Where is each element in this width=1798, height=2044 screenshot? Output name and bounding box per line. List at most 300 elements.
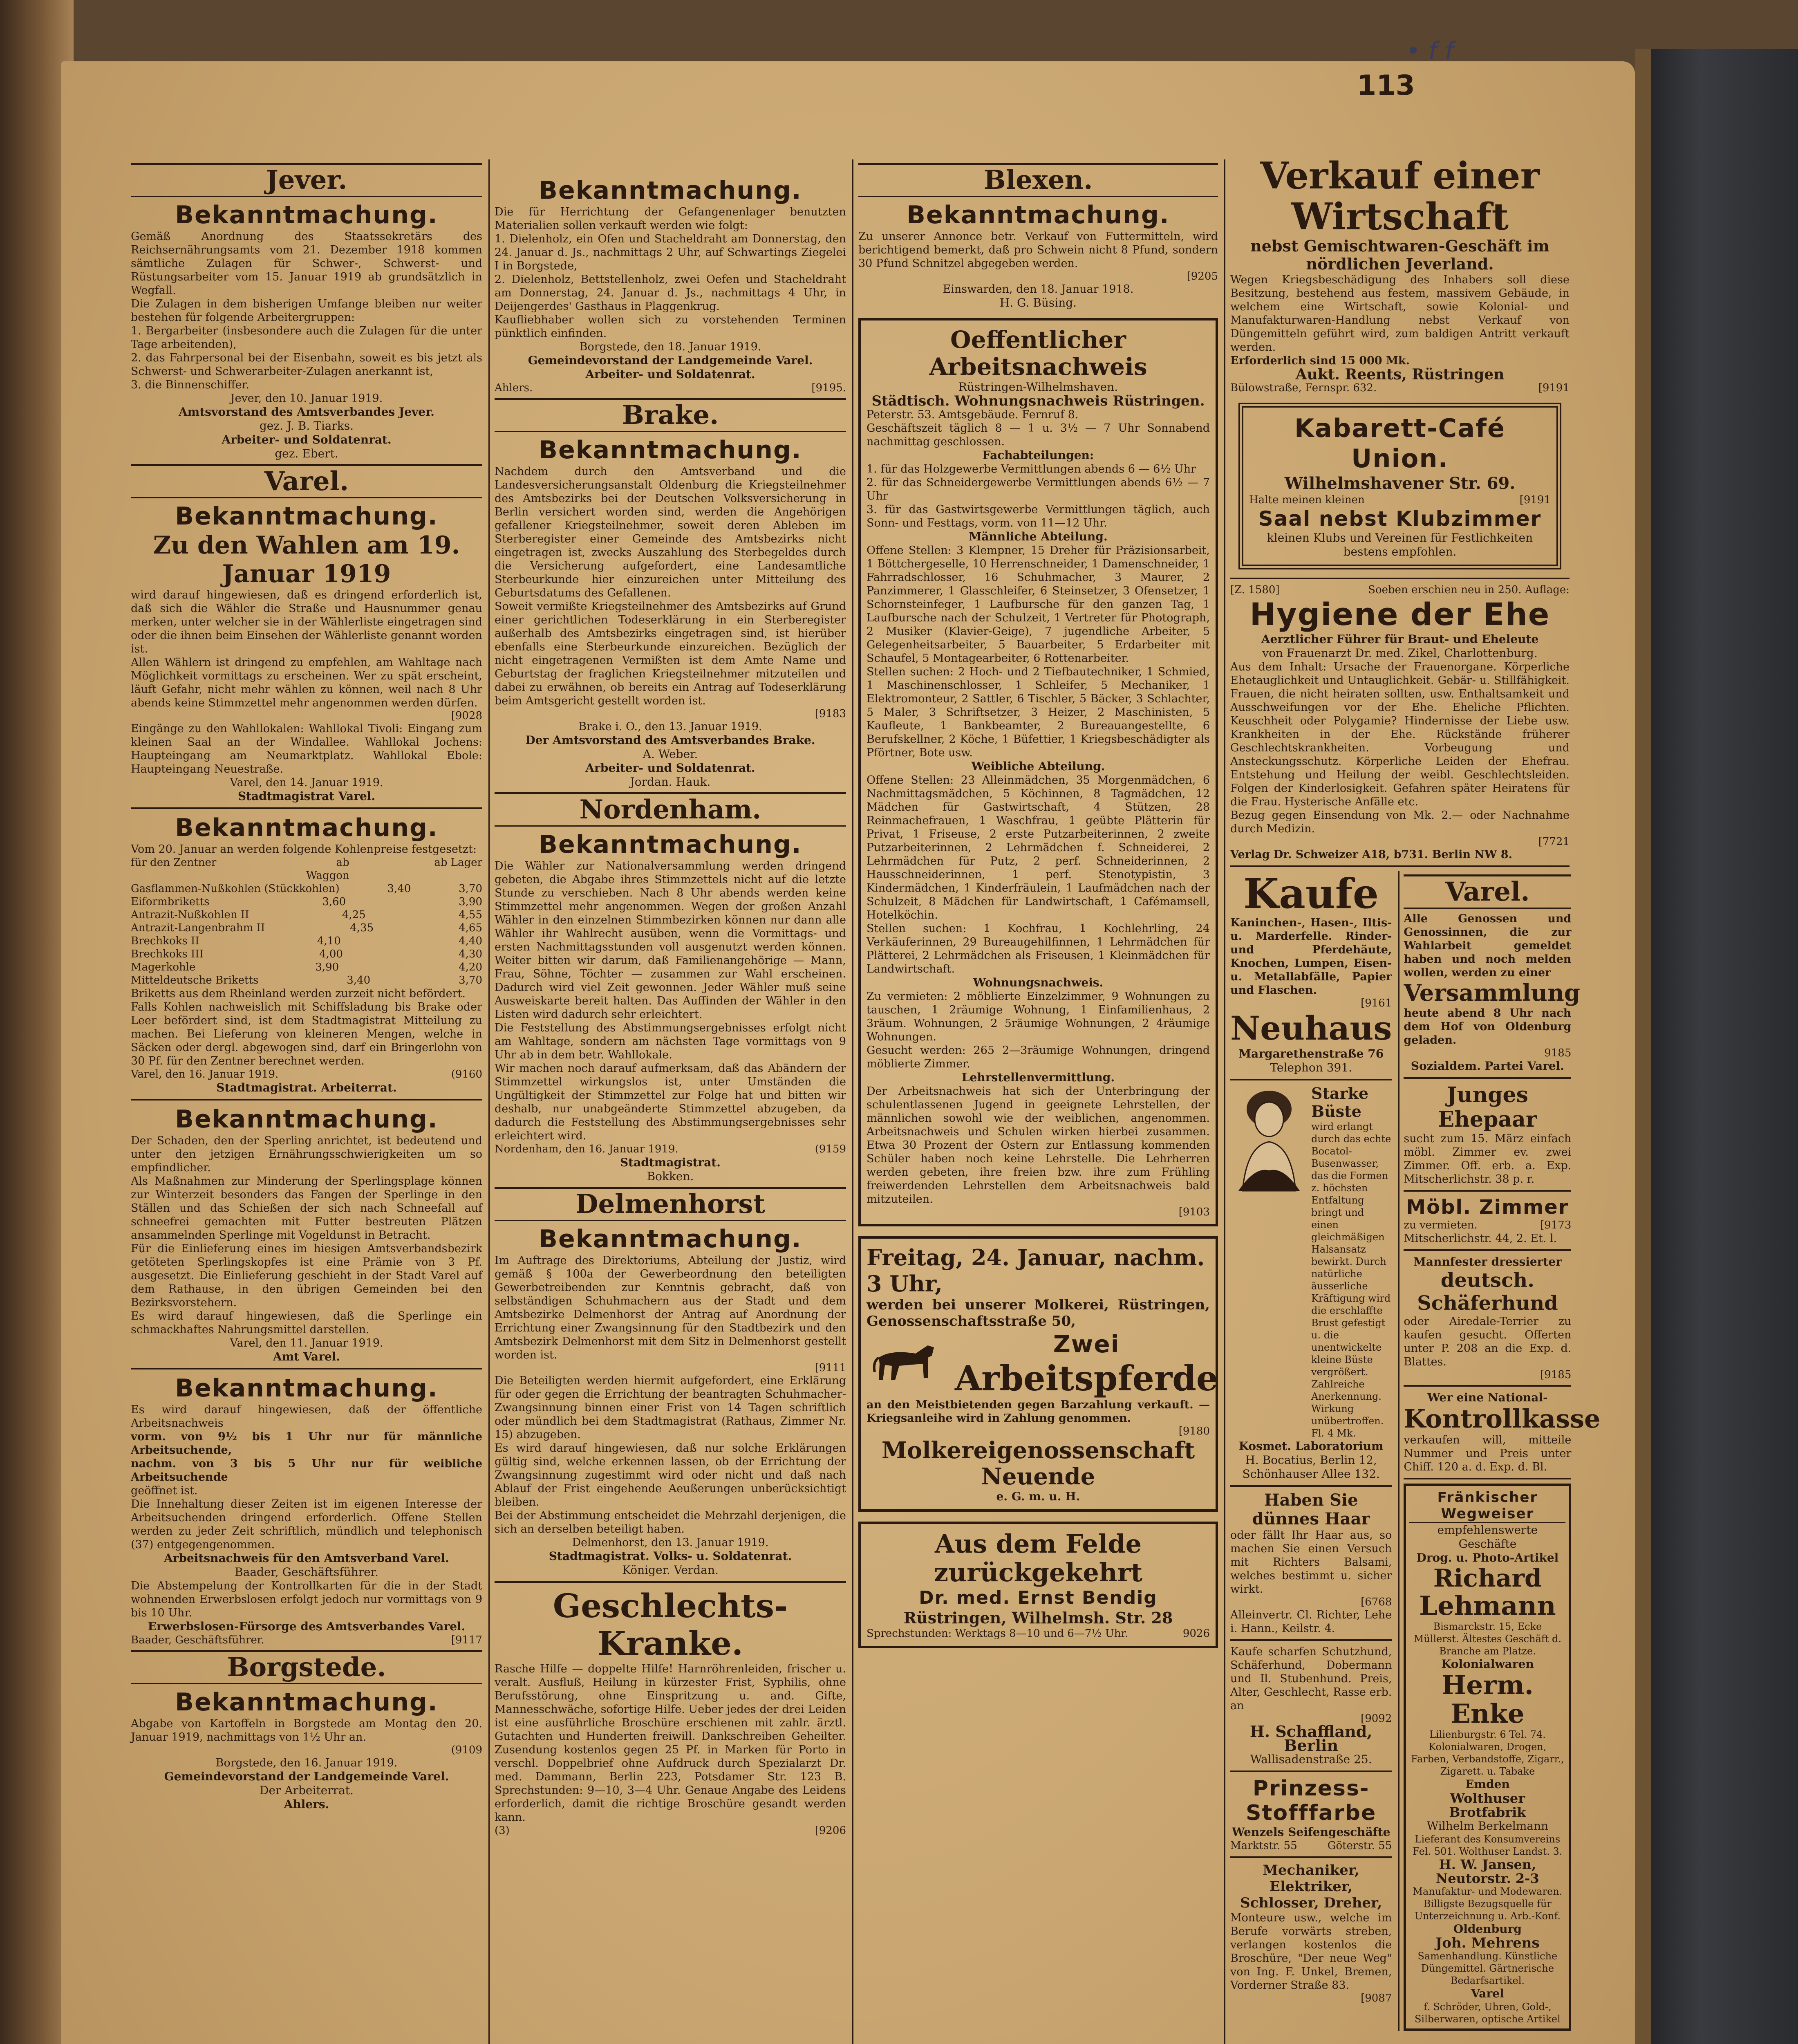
delmenhorst-p4: Bei der Abstimmung entscheidet die Mehrzahl derjenigen, die sich an derselben beteiligt haben. — [495, 1509, 846, 1535]
female-seek: Stellen suchen: 1 Kochfrau, 1 Kochlehrling, 24 Verkäuferinnen, 29 Bureaugehilfinnen, 1 Lehrmädchen für Plätterei, 2 Lehrmädchen als Friseusen, 1 Kleinmädchen für Landwirtschaft. — [867, 922, 1210, 975]
price-item: Antrazit-Langenbrahm II — [131, 922, 265, 934]
camp-date: Borgstede, den 18. Januar 1919. — [579, 341, 761, 353]
varel2-ref: 9185 — [1544, 1047, 1572, 1059]
buste-p1: wird erlangt durch das echte Bocatol-Busenwasser, das die Formen z. höchsten Entfaltung bringt und einen gleichmäßigen Halsansatz bewirkt. Durch natürliche äusserliche Kräftigung wird die erschlaffte Brust gefestigt u. die unentwickelte kleine Büste vergrößert. Zahlreiche Anerkennung. Wirkung unübertroffen. Fl. 4 Mk. — [1311, 1121, 1391, 1439]
column-rule — [1224, 159, 1225, 2044]
price-b: 3,70 — [459, 883, 482, 895]
blexen-heading: Blexen. — [858, 163, 1218, 197]
price-item: Antrazit-Nußkohlen II — [131, 909, 249, 921]
divider — [1404, 1478, 1571, 1479]
jever-p1: Gemäß Anordnung des Staatssekretärs des Reichsernährungsamts vom 21. Dezember 1918 kommen sämtliche Zulagen für Schwer-, Schwerst- und Rüstungsarbeiter vom 15. Januar 1919 ab grundsätzlich in Wegfall. — [131, 230, 482, 297]
arbeitsnachweis-title: Oeffentlicher Arbeitsnachweis — [929, 326, 1147, 381]
varel-office-head: Baader, Geschäftsführer. — [235, 1565, 378, 1579]
price-a: 4,10 — [317, 935, 341, 947]
col4-left-subcolumn — [1230, 871, 1392, 2031]
dog-ref: [9185 — [1540, 1369, 1572, 1381]
hygiene-publisher: Verlag Dr. Schweizer A18, b731. Berlin NW 8. — [1230, 848, 1512, 861]
geschlechts-headline: Geschlechts-Kranke. — [553, 1587, 788, 1663]
brake-ref: [9183 — [815, 708, 846, 720]
wirtschaft-agent: Aukt. Reents, Rüstringen — [1295, 366, 1505, 383]
varel-date-2: Varel, den 16. Januar 1919. — [131, 1068, 279, 1080]
prinzess-headline: Prinzess-Stofffarbe — [1246, 1776, 1377, 1825]
varel-p4: Vom 20. Januar an werden folgende Kohlenpreise festgesetzt: — [131, 843, 477, 856]
brake-date: Brake i. O., den 13. Januar 1919. — [578, 720, 762, 733]
column-1 — [131, 159, 482, 2044]
nordenham-p3: Wir machen noch darauf aufmerksam, daß das Abändern der Stimmzettel wirkungslos ist, unter Umständen die Ungültigkeit der Stimmzettel zur Folge hat und bitten wir deshalb, nur unabgeänderte Stimmzettel abzugeben, da dadurch die Feststellung des Abstimmungsergebnisses sehr erleichtert wird. — [495, 1062, 846, 1142]
borgstede-signed: Ahlers. — [284, 1797, 329, 1811]
varel-authority-3: Amt Varel. — [273, 1350, 340, 1363]
divider — [131, 807, 482, 809]
ehepaar-headline: Junges Ehepaar — [1438, 1083, 1537, 1132]
haar-headline: Haben Sie dünnes Haar — [1252, 1490, 1370, 1529]
delmenhorst-p3: Es wird darauf hingewiesen, daß nur solche Erklärungen gültig sind, welche erkennen lassen, ob der Errichtung der Zwangsinnung zugestimmt wird oder nicht und daß nach Ablauf der Frist eingehende Aeußerungen unberücksichtigt bleiben. — [495, 1442, 846, 1508]
female-title: Weibliche Abteilung. — [971, 760, 1105, 773]
bendig-ad — [858, 1522, 1218, 1648]
zimmer-headline: Möbl. Zimmer — [1406, 1196, 1569, 1219]
nordenham-date-row — [495, 1143, 846, 1156]
hunde-ref: [9092 — [1361, 1712, 1392, 1725]
camp-signed: Ahlers. — [495, 382, 533, 394]
wirtschaft-p1: Wegen Kriegsbeschädigung des Inhabers soll diese Besitzung, bestehend aus festem, massivem Gebäude, in welchem eine Wirtschaft, sowie Kolonial- und Manufakturwaren-Handlung nebst Verkauf von Düngemitteln geführt wird, zum baldigen Antritt verkauft werden. — [1230, 273, 1570, 354]
divider — [1230, 1639, 1392, 1641]
brotfabrik: Wolthuser Brotfabrik — [1449, 1791, 1526, 1820]
kaufe-ref: [9161 — [1361, 997, 1392, 1009]
table-row — [131, 895, 482, 908]
brake-council-signed: Jordan. Hauk. — [630, 775, 711, 789]
dog-intro: Mannfester dressierter — [1413, 1255, 1562, 1269]
brotfabrik-addr: Lieferant des Konsumvereins Fel. 501. Wolthuser Landst. 3. — [1413, 1833, 1563, 1857]
newspaper-page — [61, 61, 1635, 2044]
jever-heading: Jever. — [131, 163, 482, 197]
brotfabrik-owner: Wilhelm Berkelmann — [1426, 1819, 1549, 1833]
delmenhorst-p2: Die Beteiligten werden hiermit aufgefordert, eine Erklärung für oder gegen die Errichtung der beantragten Schuhmacher-Zwangsinnung binnen einer Frist von 14 Tagen schriftlich oder mündlich bei dem Stadtmagistrat (Rathaus, Zimmer Nr. 15) abzugeben. — [495, 1374, 846, 1441]
brake-authority: Der Amtsvorstand des Amtsverbandes Brake. — [525, 733, 815, 747]
column-rule — [488, 159, 490, 2044]
varel-ref-3: [9117 — [451, 1634, 482, 1646]
kabarett-p1: kleinen Klubs und Vereinen für Festlichkeiten bestens empfohlen. — [1267, 531, 1533, 558]
camp-item-1: 1. Dielenholz, ein Ofen und Stacheldraht am Donnerstag, den 24. Januar d. Js., nachmittags 2 Uhr, auf Schwartings Ziegelei I in Borgstede, — [495, 233, 846, 272]
camp-ref: [9195. — [811, 382, 846, 394]
zimmer-p3: Mitscherlichstr. 44, 2. Et. l. — [1404, 1232, 1557, 1245]
wegweiser-box — [1404, 1484, 1571, 2031]
kabarett-hall-row — [1249, 493, 1551, 507]
photo-sub: Drog. u. Photo-Artikel — [1416, 1551, 1559, 1564]
bendig-headline: Aus dem Felde zurückgekehrt — [934, 1529, 1143, 1587]
varel-office2-row — [131, 1634, 482, 1647]
varel-p1: wird darauf hingewiesen, daß es dringend erforderlich ist, daß sich die Wähler die Straße und Hausnummer genau merken, unter welcher sie in der Wählerliste eingetragen sind oder die ihnen beim Einsehen der Wählerliste genannt worden ist. — [131, 589, 482, 655]
prinzess-addr: Marktstr. 55 — [1230, 1840, 1297, 1852]
varel-heading: Varel. — [131, 464, 482, 498]
kolonial: Kolonialwaren — [1441, 1657, 1534, 1671]
price-item: Eiformbriketts — [131, 896, 210, 908]
bendig-doctor: Dr. med. Ernst Bendig — [919, 1587, 1158, 1608]
kabarett-hall: Halte meinen kleinen — [1249, 494, 1365, 506]
price-b: 4,55 — [459, 909, 482, 921]
kabarett-hall-2: Saal nebst Klubzimmer — [1258, 507, 1542, 531]
table-row — [131, 935, 482, 948]
varel-office-2: Erwerbslosen-Fürsorge des Amtsverbandes Varel. — [148, 1620, 466, 1633]
table-row — [131, 974, 482, 987]
varel2-p2: heute abend 8 Uhr nach dem Hof von Oldenburg geladen. — [1404, 1007, 1572, 1047]
column-3 — [858, 159, 1218, 2044]
varel3: Varel — [1471, 1987, 1504, 2000]
kontroll-p1: verkaufen will, mitteile Nummer und Preis unter Chiff. 120 a. d. Exp. d. Bl. — [1404, 1434, 1572, 1473]
camp-council: Arbeiter- und Soldatenrat. — [585, 368, 755, 381]
arbeitsnachweis-ref: [9103 — [1178, 1206, 1210, 1218]
varel-authority-1: Stadtmagistrat Varel. — [237, 789, 376, 803]
price-unit: für den Zentner — [131, 856, 217, 869]
wirtschaft-price: Erforderlich sind 15 000 Mk. — [1230, 354, 1410, 367]
borgstede-p1: Abgabe von Kartoffeln in Borgstede am Montag den 20. Januar 1919, nachmittags von 1½ Uhr an. — [131, 1717, 482, 1744]
dept-item: 1. für das Holzgewerbe Vermittlungen abends 6 — 6½ Uhr — [867, 463, 1196, 475]
varel-office-2-head: Baader, Geschäftsführer. — [131, 1634, 264, 1646]
geschlechts-ref-2: [9206 — [815, 1824, 846, 1837]
wegweiser-title: Fränkischer Wegweiser — [1409, 1489, 1565, 1523]
varel-authority-2: Stadtmagistrat. Arbeiterrat. — [216, 1081, 397, 1094]
dept-item: 3. für das Gastwirtsgewerbe Vermittlungen täglich, auch Sonn- und Festtags, vorm. von 11—12 Uhr. — [867, 503, 1210, 529]
arbeitsnachweis-hours: Geschäftszeit täglich 8 — 1 u. 3½ — 7 Uhr Sonnabend nachmittag geschlossen. — [867, 422, 1210, 448]
varel2-p1: Alle Genossen und Genossinnen, die zur Wahlarbeit gemeldet haben und noch melden wollen, werden zu einer — [1404, 912, 1572, 979]
kabarett-name: Kabarett-Café Union. — [1294, 413, 1506, 473]
varel-ref-2: (9160 — [451, 1068, 482, 1080]
jever-item-1: 1. Bergarbeiter (insbesondere auch die Zulagen für die unter Tage arbeitenden), — [131, 325, 482, 351]
jever-council-signed: gez. Ebert. — [275, 447, 338, 460]
male-open: Offene Stellen: 3 Klempner, 15 Dreher für Präzisionsarbeit, 1 Böttchergeselle, 10 Herrenschneider, 1 Damenschneider, 1 Fahrradschlosser, 16 Schuhmacher, 3 Maurer, 2 Panzimmerer, 1 Glasschleifer, 6 Steinsetzer, 3 Ofensetzer, 1 Schornsteinfeger, 1 Laufbursche für den ganzen Tag, 1 Laufbursche nach der Schulzeit, 1 Vertreter für Photograph, 2 Musiker (Klavier-Geige), 7 jugendliche Arbeiter, 5 Gelegenheitsarbeiter, 5 Bauarbeiter, 5 Erdarbeiter mit Schaufel, 5 Montagearbeiter, 6 Rottenarbeiter. — [867, 544, 1210, 665]
varel-p12: vorm. von 9½ bis 1 Uhr nur für männliche Arbeitsuchende, — [131, 1430, 482, 1457]
dog-p1: oder Airedale-Terrier zu kaufen gesucht. Offerten unter P. 208 an die Exp. d. Blattes. — [1404, 1315, 1572, 1368]
jever-council: Arbeiter- und Soldatenrat. — [222, 433, 392, 446]
price-a: 3,40 — [387, 883, 411, 895]
borgstede-ref: (9109 — [451, 1744, 482, 1756]
divider — [1230, 1485, 1392, 1487]
arbeitsnachweis-address: Peterstr. 53. Amtsgebäude. Fernruf 8. — [867, 408, 1079, 421]
price-a: 4,25 — [342, 909, 366, 921]
hygiene-intro: Soeben erschien neu in 250. Auflage: — [1368, 584, 1570, 596]
table-row — [131, 882, 482, 895]
price-item: Gasflammen-Nußkohlen (Stückkohlen) — [131, 883, 340, 895]
bendig-address: Rüstringen, Wilhelmsh. Str. 28 — [903, 1609, 1173, 1627]
mechaniker-ref: [9087 — [1361, 1992, 1392, 2004]
hygiene-title: Hygiene der Ehe — [1249, 596, 1550, 632]
price-a: 3,60 — [322, 896, 346, 908]
dept-item: 2. für das Schneidergewerbe Vermittlungen abends 6½ — 7 Uhr — [867, 476, 1210, 502]
kaufe-headline: Kaufe — [1243, 870, 1379, 918]
kontroll-headline: Kontrollkasse — [1404, 1404, 1601, 1434]
prinzess-maker: Wenzels Seifengeschäfte — [1232, 1825, 1390, 1839]
camp-p1: Die für Herrichtung der Gefangenenlager benutzten Materialien sollen verkauft werden wie folgt: — [495, 206, 846, 232]
arbeitsnachweis-subtitle: Rüstringen-Wilhelmshaven. — [958, 380, 1118, 394]
price-item: Mitteldeutsche Briketts — [131, 974, 259, 986]
delmenhorst-signed: Königer. Verdan. — [622, 1563, 719, 1577]
varel-p9: Für die Einlieferung eines im hiesigen Amtsverbandsbezirk getöteten Sperlingskopfes ist eine Prämie von 3 Pf. ausgesetzt. Die Einlieferung geschieht in der Stadt Varel auf dem Rathause, in den übrigen Gemeinden bei den Bezirksvorstehern. — [131, 1242, 482, 1309]
geschlechts-ref-row — [495, 1824, 846, 1837]
kontroll-intro: Wer eine National- — [1427, 1391, 1548, 1404]
price-a: 3,90 — [315, 961, 339, 973]
hunde-addr: Wallisadenstraße 25. — [1250, 1753, 1372, 1766]
divider — [1404, 1077, 1571, 1079]
ehepaar-p1: sucht zum 15. März einfach möbl. Zimmer ev. zwei Zimmer. Off. erb. a. Exp. Mitscherlichstr. 38 p. r. — [1404, 1132, 1572, 1186]
delmenhorst-notice-title: Bekanntmachung. — [539, 1225, 802, 1253]
horses-ad — [858, 1236, 1218, 1512]
kaufe-name: Neuhaus — [1230, 1009, 1392, 1047]
apprentice-title: Lehrstellenvermittlung. — [961, 1071, 1115, 1084]
wirtschaft-ref: [9191 — [1538, 382, 1570, 394]
price-item: Brechkoks III — [131, 948, 204, 960]
delmenhorst-authority: Stadtmagistrat. Volks- u. Soldatenrat. — [549, 1549, 792, 1563]
price-table — [131, 882, 482, 987]
varel2-party: Sozialdem. Partei Varel. — [1411, 1059, 1565, 1073]
kabarett-ref: [9191 — [1519, 494, 1551, 506]
hygiene-intro-row — [1230, 583, 1570, 596]
buste-maker-addr: H. Bocatius, Berlin 12, Schönhauser Allee 132. — [1242, 1453, 1380, 1481]
lehmann-addr: Bismarckstr. 15, Ecke Müllerst. Ältestes Geschäft d. Branche am Platze. — [1413, 1621, 1562, 1657]
bendig-hours: Sprechstunden: Werktags 8—10 und 6—7½ Uhr. — [867, 1627, 1129, 1640]
kaufe-phone: Telephon 391. — [1270, 1061, 1352, 1074]
jansen-addr: Manufaktur- und Modewaren. Billigste Bezugsquelle für Unterzeichnung u. Arb.-Konf. — [1413, 1886, 1563, 1922]
divider — [131, 1099, 482, 1100]
male-seek: Stellen suchen: 2 Hoch- und 2 Tiefbautechniker, 1 Schmied, 1 Maschinenschlosser, 1 Schleifer, 5 Mechaniker, 1 Elektromonteur, 2 Sattler, 6 Tischler, 5 Bäcker, 3 Schlachter, 5 Maler, 3 Schriftsetzer, 3 Heizer, 2 Maschinisten, 5 Kaufleute, 1 Bankbeamter, 2 Bureauangestellte, 6 Berufskellner, 2 Köche, 1 Büfettier, 1 Kriegsbeschädigter als Pförtner, Bote usw. — [867, 666, 1210, 759]
divider — [1230, 1856, 1392, 1858]
varel-p6: Falls Kohlen nachweislich mit Schiffsladung bis Brake oder Leer befördert sind, ist dem Stadtmagistrat Mitteilung zu machen. Bei Lieferung von kleineren Mengen, welche in Säcken oder dergl. abgewogen sind, darf ein Bringerlohn von 30 Pf. für den Zentner berechnet werden. — [131, 1001, 482, 1067]
hunde-p1: Kaufe scharfen Schutzhund, Schäferhund, Dobermann und Il. Stubenhund. Preis, Alter, Geschlecht, Rasse erb. an — [1230, 1645, 1392, 1712]
buste-headline: Starke Büste — [1311, 1084, 1369, 1121]
delmenhorst-p1: Im Auftrage des Direktoriums, Abteilung der Justiz, wird gemäß § 100a der Gewerbeordnung den beteiligten Gewerbetreibenden zur Kenntnis gebracht, daß von selbständigen Schuhmachern aus der Stadt und dem Amtsbezirke Delmenhorst der Antrag auf Anordnung der Errichtung einer Zwangsinnung für den Stadtbezirk und den Amtsbezirk Delmenhorst mit dem Sitz in Delmenhorst gestellt worden ist. — [495, 1254, 846, 1361]
varel2-headline: Versammlung — [1404, 979, 1581, 1006]
nordenham-heading: Nordenham. — [495, 792, 846, 827]
borgstede-heading: Borgstede. — [131, 1650, 482, 1684]
mechaniker-headline: Mechaniker, Elektriker, Schlosser, Dreher, — [1240, 1862, 1382, 1911]
nordenham-p1: Die Wähler zur Nationalversammlung werden dringend gebeten, die Abgabe ihres Stimmzettels nicht auf die letzte Stunde zu verschieben. Nach 8 Uhr abends werden keine Stimmzettel mehr angenommen. Wegen der großen Anzahl Wähler in den einzelnen Stimmbezirken können nur dann alle Wähler ihr Wahlrecht ausüben, wenn die Vormittags- und ersten Nachmittagsstunden voll ausgenutzt werden können. Weiter bitten wir darum, daß Familienangehörige — Mann, Frau, Söhne, Töchter — zusammen zur Wahl erscheinen. Dadurch wird viel Zeit gewonnen. Jeder Wähler muß seine Ausweiskarte bereit halten. Das Auffinden der Wähler in den Listen wird dadurch sehr erleichtert. — [495, 860, 846, 1021]
divider — [131, 1368, 482, 1369]
horses-line-3: Zwei — [1053, 1330, 1120, 1358]
varel-p2: Allen Wählern ist dringend zu empfehlen, am Wahltage nach Möglichkeit vormittags zu erscheinen. Wer zu spät erscheint, läuft Gefahr, nicht mehr wählen zu können, weil nach 8 Uhr abends keine Stimmzettel mehr angenommen werden dürfen. — [131, 656, 482, 709]
horses-line-2: werden bei unserer Molkerei, Rüstringen, Genossenschaftsstraße 50, — [867, 1297, 1210, 1329]
varel-p3: Eingänge zu den Wahllokalen: Wahllokal Tivoli: Eingang zum kleinen Saal an der Windallee. Wahllokal Jochens: Haupteingang am Neumarktplatz. Wahllokal Ebole: Haupteingang Neuestraße. — [131, 722, 482, 775]
varel-notice-title-2: Bekanntmachung. — [175, 814, 438, 842]
brake-notice-title: Bekanntmachung. — [539, 436, 802, 464]
nordenham-authority: Stadtmagistrat. — [620, 1156, 721, 1169]
borgstede-council: Der Arbeiterrat. — [260, 1784, 354, 1797]
haar-p1: oder fällt Ihr Haar aus, so machen Sie einen Versuch mit Richters Balsami, welches bestimmt u. sicher wirkt. — [1230, 1529, 1392, 1596]
wirtschaft-headline: Verkauf einer Wirtschaft — [1260, 154, 1540, 238]
jever-item-3: 3. die Binnenschiffer. — [131, 379, 250, 391]
schroder: f. Schröder, Uhren, Gold-, Silberwaren, optische Artikel — [1414, 2001, 1561, 2025]
richard: Richard — [1433, 1564, 1542, 1593]
prinzess-addr-2: Göterstr. 55 — [1327, 1840, 1392, 1852]
camp-notice-title: Bekanntmachung. — [539, 176, 802, 205]
hygiene-ref-2: [7721 — [1538, 836, 1570, 848]
col4-right-subcolumn — [1398, 871, 1601, 2031]
varel-p16: Die Abstempelung der Kontrollkarten für die in der Stadt wohnenden Erwerbslosen erfolgt jedoch nur vormittags von 9 bis 10 Uhr. — [131, 1580, 482, 1619]
wegweiser-sub: empfehlenswerte Geschäfte — [1437, 1523, 1538, 1551]
varel-notice-title-3: Bekanntmachung. — [175, 1105, 438, 1134]
nordenham-date: Nordenham, den 16. Januar 1919. — [495, 1143, 678, 1155]
prinzess-addr-row — [1230, 1839, 1392, 1852]
column-2 — [495, 176, 846, 2044]
hygiene-ref: [Z. 1580] — [1230, 584, 1280, 596]
blexen-notice-title: Bekanntmachung. — [907, 201, 1170, 229]
brake-signed: A. Weber. — [643, 747, 698, 761]
mechaniker-p1: Monteure usw., welche im Berufe vorwärts streben, verlangen kostenlos die Broschüre, "Der neue Weg" von Ing. F. Unkel, Bremen, Vorderner Straße 83. — [1230, 1912, 1392, 1992]
camp-p2: Kaufliebhaber wollen sich zu vorstehenden Terminen pünktlich einfinden. — [495, 314, 846, 340]
apprentice-text: Der Arbeitsnachweis hat sich der Unterbringung der schulentlassenen Jugend in geeignete Lehrstellen, der männlichen sowohl wie der weiblichen, angenommen. Arbeitsnachweis und Schulen wirken hierbei zusammen. Etwa 30 Prozent der Ostern zur Entlassung kommenden Schüler haben noch keine Lehrstelle. Die Lehrherren werden gebeten, ihre freien bzw. ihre zum Frühling freiwerdenden Lehrstellen dem Arbeitsnachweis bald mitzuteilen. — [867, 1085, 1210, 1206]
price-b: 4,65 — [459, 922, 482, 934]
brake-p2: Soweit vermißte Kriegsteilnehmer des Amtsbezirks auf Grund einer gerichtlichen Todeserklärung in ein Sterberegister außerhalb des Amtsbezirks eingetragen sind, ist hierüber ebenfalls eine Sterbeurkunde einzureichen. Bezüglich der nicht eingetragenen Vermißten ist dem Amte Name und Geburtstag der fraglichen Kriegsteilnehmer mitzuteilen und dabei zu erwähnen, ob bereits ein Antrag auf Todeserklärung beim Amtsgericht gestellt worden ist. — [495, 600, 846, 707]
price-item: Brechkoks II — [131, 935, 199, 947]
varel-p5: Briketts aus dem Rheinland werden zurzeit nicht befördert. — [131, 987, 466, 1000]
varel-date-2-row — [131, 1068, 482, 1081]
brake-council: Arbeiter- und Soldatenrat. — [585, 761, 755, 775]
brake-p1: Nachdem durch den Amtsverband und die Landesversicherungsanstalt Oldenburg die Kriegsteilnehmer des Amtsbezirks bei der Deutschen Volksversicherung in Berlin versichert worden sind, werden die Angehörigen gefallener Kriegsteilnehmer, soweit deren Ableben im Sterberegister einer Gemeinde des Amtsbezirks nicht eingetragen ist, zwecks Auszahlung des Sterbegeldes durch die Versicherung aufgefordert, eine Landesamtliche Sterbeurkunde hier einzureichen unter Mitteilung des Geburtsdatums des Gefallenen. — [495, 465, 846, 599]
camp-item-2: 2. Dielenholz, Bettstellenholz, zwei Oefen und Stacheldraht am Donnerstag, 24. Januar d. Js., nachmittags 4 Uhr, in Deijengerdes' Gasthaus in Plaggenkrug. — [495, 273, 846, 313]
table-row — [131, 908, 482, 921]
delmenhorst-ref: [9111 — [815, 1362, 846, 1374]
housing-title: Wohnungsnachweis. — [973, 976, 1104, 989]
varel-p14: geöffnet ist. — [131, 1484, 198, 1497]
zimmer-ref: [9173 — [1540, 1219, 1572, 1231]
divider — [1404, 1190, 1571, 1192]
brake-heading: Brake. — [495, 398, 846, 432]
blexen-date: Einswarden, den 18. Januar 1918. — [943, 283, 1134, 296]
dept-title: Fachabteilungen: — [982, 448, 1094, 462]
kabarett-address: Wilhelmshavener Str. 69. — [1284, 474, 1516, 493]
housing-rent: Zu vermieten: 2 möblierte Einzelzimmer, 9 Wohnungen zu tauschen, 1 2räumige Wohnung, 1 Einfamilienhaus, 2 3räum. Wohnungen, 2 5räumige Wohnungen, 2 4räumige Wohnungen. — [867, 990, 1210, 1043]
price-b: 3,90 — [459, 896, 482, 908]
geschlechts-ref: (3) — [495, 1824, 510, 1837]
varel-p8: Als Maßnahmen zur Minderung der Sperlingsplage können zur Winterzeit besonders das Fangen der Sperlinge in den Ställen und das Schießen der sich nach Schneefall auf schneefrei gemachten mit Futter bestreuten Plätzen ansammelnden Sperlinge mit Vogeldunst in Betracht. — [131, 1175, 482, 1242]
price-a: 4,00 — [319, 948, 343, 960]
lehmann: Lehmann — [1419, 1591, 1556, 1621]
arbeitsnachweis-box — [858, 318, 1218, 1226]
bendig-hours-row — [867, 1627, 1210, 1640]
zimmer-row — [1404, 1219, 1571, 1232]
divider — [495, 1581, 846, 1583]
enke-addr: Lilienburgstr. 6 Tel. 74. Kolonialwaren, Drogen, Farben, Verbandstoffe, Zigarr., Zigarett. u. Tabake — [1411, 1729, 1564, 1777]
blexen-signed: H. G. Büsing. — [999, 296, 1077, 309]
emden: Emden — [1465, 1777, 1510, 1791]
nordenham-ref: (9159 — [815, 1143, 846, 1155]
horses-seller-form: e. G. m. u. H. — [996, 1490, 1080, 1503]
pencil-mark: • f f — [1406, 37, 1453, 65]
wirtschaft-sub: nebst Gemischtwaren-Geschäft im nördlichen Jeverland. — [1250, 237, 1549, 273]
jever-p2: Die Zulagen in dem bisherigen Umfange bleiben nur weiter bestehen für folgende Arbeitergruppen: — [131, 298, 482, 324]
varel-p11: Es wird darauf hingewiesen, daß der öffentliche Arbeitsnachweis — [131, 1403, 482, 1430]
divider — [1230, 1079, 1392, 1080]
divider — [1404, 1385, 1571, 1387]
price-b: 4,30 — [459, 948, 482, 960]
jever-date: Jever, den 10. Januar 1919. — [230, 392, 383, 405]
horse-illustration — [867, 1333, 948, 1394]
hygiene-author: von Frauenarzt Dr. med. Zikel, Charlottenburg. — [1262, 646, 1538, 660]
haar-ref: [6768 — [1361, 1596, 1392, 1608]
price-item: Magerkohle — [131, 961, 196, 973]
divider — [1230, 578, 1570, 579]
column-rule — [852, 159, 853, 2044]
horses-ref: [9180 — [1178, 1425, 1210, 1437]
haar-vendor: Alleinvertr. Cl. Richter, Lehe i. Hann., Keilstr. 4. — [1230, 1609, 1392, 1635]
female-open: Offene Stellen: 23 Alleinmädchen, 35 Morgenmädchen, 6 Nachmittagsmädchen, 5 Köchinnen, 8 Tagmädchen, 12 Mädchen für Gastwirtschaft, 4 Stützen, 28 Reinmachefrauen, 1 Waschfrau, 1 geübte Plätterin für Privat, 1 Friseuse, 2 erste Putzarbeiterinnen, 2 zweite Putzarbeiterinnen, 2 Lehrmädchen f. Schneiderei, 2 Lehrmädchen für Putz, 2 perf. Schneiderinnen, 2 Hausschneiderinnen, 1 perf. Stenotypistin, 3 Kindermädchen, 1 Kinderfräulein, 1 Laufmädchen nach der Schulzeit, 8 Mädchen für Landwirtschaft, 1 Cafémamsell, Hotelköchin. — [867, 774, 1210, 921]
kaufe-items: Kaninchen-, Hasen-, Iltis- u. Marderfelle. Rinder- und Pferdehäute, Knochen, Lumpen, Eisen- u. Metallabfälle, Papier und Flaschen. — [1230, 917, 1392, 997]
divider — [1230, 1771, 1392, 1772]
varel-p7: Der Schaden, den der Sperling anrichtet, ist bedeutend und unter den jetzigen Ernährungsschwierigkeiten um so empfindlicher. — [131, 1134, 482, 1174]
table-row — [131, 921, 482, 935]
price-col-b: ab Lager — [434, 856, 482, 869]
nordenham-p2: Die Feststellung des Abstimmungsergebnisses erfolgt nicht am Wahltage, sondern am nächsten Tage vormittags von 9 Uhr ab in dem betr. Wahllokale. — [495, 1022, 846, 1061]
column-4 — [1230, 154, 1601, 2044]
housing-seek: Gesucht werden: 265 2—3räumige Wohnungen, dringend möblierte Zimmer. — [867, 1044, 1210, 1070]
bendig-ref: 9026 — [1182, 1627, 1210, 1640]
woman-portrait — [1230, 1085, 1308, 1191]
horses-line-1: Freitag, 24. Januar, nachm. 3 Uhr, — [867, 1244, 1205, 1297]
mehrens: Joh. Mehrens — [1435, 1935, 1540, 1951]
horses-line-4: Arbeitspferde — [955, 1358, 1218, 1399]
jever-notice-title: Bekanntmachung. — [175, 201, 438, 229]
varel2-heading: Varel. — [1404, 874, 1571, 909]
delmenhorst-heading: Delmenhorst — [495, 1187, 846, 1221]
jever-authority: Amtsvorstand des Amtsverbandes Jever. — [178, 405, 435, 419]
dog-headline: deutsch. Schäferhund — [1417, 1269, 1558, 1315]
hygiene-sub: Aerztlicher Führer für Braut- und Eheleute — [1261, 632, 1539, 646]
zimmer-p2: zu vermieten. — [1404, 1219, 1478, 1231]
oldenburg: Oldenburg — [1453, 1922, 1522, 1936]
jansen: H. W. Jansen, Neutorstr. 2-3 — [1436, 1857, 1539, 1886]
jever-signed: gez. J. B. Tiarks. — [259, 419, 354, 433]
varel-ref-1: [9028 — [451, 710, 482, 722]
borgstede-date: Borgstede, den 16. Januar 1919. — [215, 1757, 398, 1769]
varel-date-3: Varel, den 11. Januar 1919. — [230, 1337, 383, 1349]
geschlechts-p1: Rasche Hilfe — doppelte Hilfe! Harnröhrenleiden, frischer u. veralt. Ausfluß, Heilung in kürzester Frist, Syphilis, ohne Berufsstörung, ohne Einspritzung u. and. Gifte, Mannesschwäche, sofortige Hilfe. Ueber jedes der drei Leiden ist eine ausführliche Broschüre erschienen mit zahlr. ärztl. Gutachten und Hunderten freiwill. Dankschreiben Geheilter. Zusendung kostenlos gegen 25 Pf. in Marken für Porto in verschl. Doppelbrief ohne Aufdruck durch Spezialarzt Dr. med. Dammann, Berlin 223, Potsdamer Str. 123 B. Sprechstunden: 9—10, 3—4 Uhr. Genaue Angabe des Leidens erforderlich, damit die richtige Broschüre gesandt werden kann. — [495, 1663, 846, 1824]
wirtschaft-agent-address: Bülowstraße, Fernspr. 632. — [1230, 382, 1377, 394]
varel-p15: Die Innehaltung dieser Zeiten ist im eigenen Interesse der Arbeitsuchenden dringend erforderlich. Offene Stellen werden zu jeder Zeit schriftlich, mündlich und telephonisch (37) entgegengenommen. — [131, 1498, 482, 1551]
nordenham-signed: Bokken. — [647, 1170, 694, 1183]
varel-office: Arbeitsnachweis für den Amtsverband Varel. — [163, 1551, 450, 1565]
price-b: 3,70 — [459, 974, 482, 986]
borgstede-authority: Gemeindevorstand der Landgemeinde Varel. — [164, 1770, 449, 1783]
divider — [1230, 865, 1570, 867]
kabarett-ad — [1238, 403, 1561, 569]
page-number: 113 — [1357, 69, 1415, 102]
price-b: 4,40 — [459, 935, 482, 947]
hunde-name: H. Schaffland, Berlin — [1249, 1722, 1373, 1755]
varel-election-headline: Zu den Wahlen am 19. Januar 1919 — [153, 531, 460, 588]
varel-p10: Es wird darauf hingewiesen, daß die Sperlinge ein schmackhaftes Nahrungsmittel darstellen. — [131, 1310, 482, 1336]
borgstede-notice-title: Bekanntmachung. — [175, 1688, 438, 1717]
table-row — [131, 948, 482, 961]
price-a: 4,35 — [350, 922, 374, 934]
table-row — [131, 961, 482, 974]
varel-notice-title: Bekanntmachung. — [175, 502, 438, 531]
enke: Herm. Enke — [1441, 1670, 1534, 1729]
male-title: Männliche Abteilung. — [969, 530, 1108, 543]
horses-seller: Molkereigenossenschaft Neuende — [881, 1437, 1195, 1490]
divider — [1404, 1249, 1571, 1251]
price-b: 4,20 — [459, 961, 482, 973]
blexen-p1: Zu unserer Annonce betr. Verkauf von Futtermitteln, wird berichtigend bemerkt, daß pro Schwein nicht 8 Pfund, sondern 30 Pfund Schnitzel abgegeben werden. — [858, 230, 1218, 270]
jever-item-2: 2. das Fahrpersonal bei der Eisenbahn, soweit es bis jetzt als Schwerst- und Schwerarbeiter-Zulagen anerkannt ist, — [131, 352, 482, 378]
mehrens-addr: Samenhandlung. Künstliche Düngemittel. Gärtnerische Bedarfsartikel. — [1417, 1950, 1558, 1986]
wirtschaft-agent-row — [1230, 381, 1570, 394]
price-a: 3,40 — [347, 974, 371, 986]
hygiene-p1: Aus dem Inhalt: Ursache der Frauenorgane. Körperliche Ehetauglichkeit und Untauglichkeit. Gebär- u. Stillfähigkeit. Frauen, die nicht heiraten sollten, usw. Enthaltsamkeit und Ausschweifungen vor der Ehe. Eheliche Pflichten. Keuschheit oder Polygamie? Hindernisse der Liebe usw. Krankheiten in der Ehe. Rückstände früherer Geschlechtskrankheiten. Vorbeugung und Ansteckungsschutz. Körperliche Leiden der Ehefrau. Entstehung und Heilung der weibl. Geschlechtsleiden. Folgen der Kinderlosigkeit. Gefahren später Heiratens für die Frau. Hysterische Anfälle etc. — [1230, 661, 1570, 808]
camp-sign-row — [495, 381, 846, 394]
camp-authority: Gemeindevorstand der Landgemeinde Varel. — [528, 354, 813, 367]
delmenhorst-date: Delmenhorst, den 13. Januar 1919. — [572, 1536, 769, 1549]
kaufe-address: Margarethenstraße 76 — [1238, 1047, 1384, 1060]
price-col-a: ab Waggon — [306, 856, 349, 882]
varel-date-1: Varel, den 14. Januar 1919. — [230, 776, 383, 789]
book-cover — [1635, 49, 1798, 2044]
blexen-ref: [9205 — [1187, 270, 1218, 282]
